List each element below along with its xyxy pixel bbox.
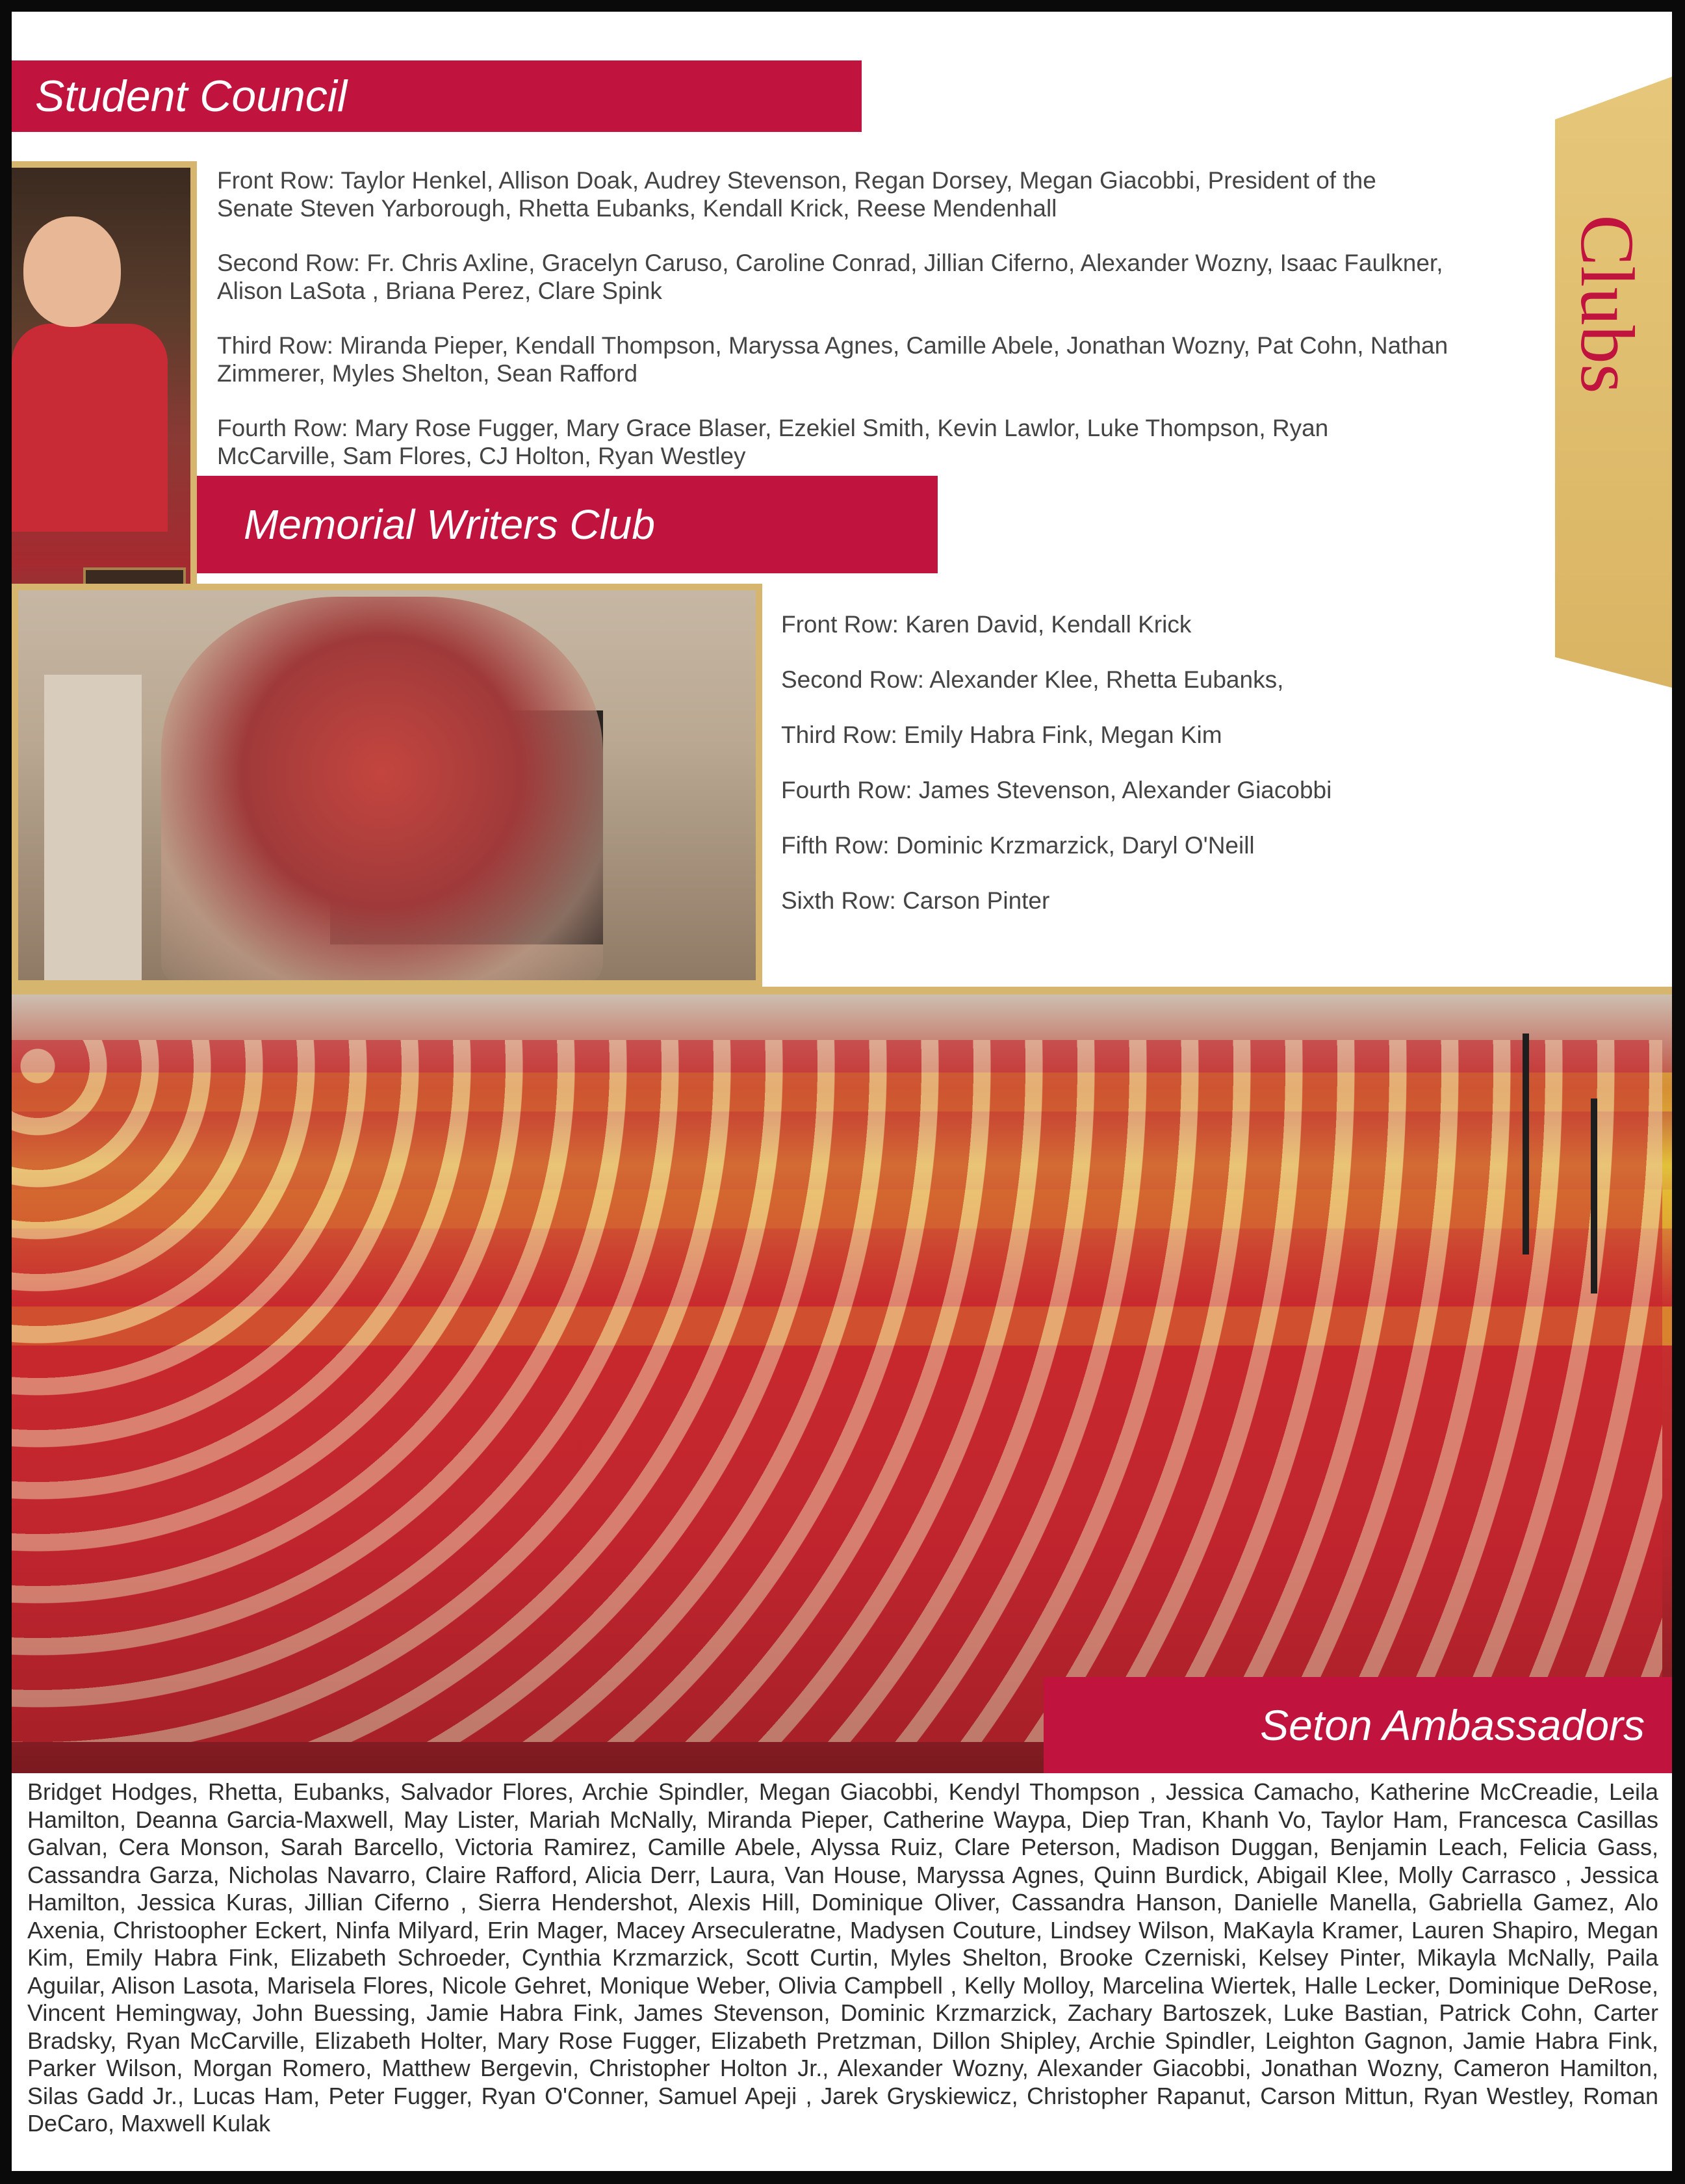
seton-ambassadors-title: Seton Ambassadors	[1260, 1701, 1645, 1749]
roster-row: Second Row: Fr. Chris Axline, Gracelyn Caruso, Caroline Conrad, Jillian Ciferno, Alexander Wozny, Isaac Faulkner, Alison LaSota , Briana Perez, Clare Spink	[217, 250, 1443, 304]
student-council-title: Student Council	[35, 72, 348, 121]
memorial-writers-banner	[197, 476, 938, 573]
roster-row: Third Row: Miranda Pieper, Kendall Thompson, Maryssa Agnes, Camille Abele, Jonathan Wozny, Pat Cohn, Nathan Zimmerer, Myles Shelton, Sean Rafford	[217, 332, 1448, 387]
roster-row: Second Row: Alexander Klee, Rhetta Eubanks,	[781, 666, 1284, 693]
section-tab-label: Clubs	[1565, 214, 1650, 394]
memorial-writers-title: Memorial Writers Club	[244, 501, 655, 548]
seton-ambassadors-photo	[12, 987, 1672, 1773]
memorial-writers-roster	[781, 597, 1496, 928]
roster-row: Fifth Row: Dominic Krzmarzick, Daryl O'Neill	[781, 832, 1255, 859]
roster-row: Front Row: Karen David, Kendall Krick	[781, 611, 1192, 638]
photo-figure	[12, 324, 168, 532]
roster-row: Third Row: Emily Habra Fink, Megan Kim	[781, 722, 1222, 748]
student-council-roster	[217, 166, 1452, 497]
student-council-banner	[12, 60, 862, 132]
roster-row: Fourth Row: James Stevenson, Alexander Giacobbi	[781, 777, 1332, 803]
photo-group	[161, 597, 603, 987]
roster-row: Fourth Row: Mary Rose Fugger, Mary Grace Blaser, Ezekiel Smith, Kevin Lawlor, Luke Thompson, Ryan McCarville, Sam Flores, CJ Holton, Ryan Westley	[217, 415, 1329, 469]
seton-ambassadors-banner	[1044, 1677, 1672, 1773]
memorial-writers-photo	[12, 584, 762, 987]
seton-ambassadors-roster: Bridget Hodges, Rhetta, Eubanks, Salvador Flores, Archie Spindler, Megan Giacobbi, Kendyl Thompson , Jessica Camacho, Katherine McCreadie, Leila Hamilton, Deanna Garcia-Maxwell, May Lister, Mariah McNally, Miranda Pieper, Catherine Waypa, Diep Tran, Khanh Vo, Taylor Ham, Francesca Casillas Galvan, Cera Monson, Sarah Barcello, Victoria Ramirez, Camille Abele, Alyssa Ruiz, Clare Peterson, Madison Duggan, Benjamin Leach, Felicia Gass, Cassandra Garza, Nicholas Navarro, Claire Rafford, Alicia Derr, Laura, Van House, Maryssa Agnes, Quinn Burdick, Abigail Klee, Molly Carrasco , Jessica Hamilton, Jessica Kuras, Jillian Ciferno , Sierra Hendershot, Alexis Hill, Dominique Oliver, Cassandra Hanson, Danielle Manella, Gabriella Gamez, Alo Axenia, Christoopher Eckert, Ninfa Milyard, Erin Mager, Macey Arseculeratne, Madysen Couture, Lindsey Wilson, MaKayla Kramer, Lauren Shapiro, Megan Kim, Emily Habra Fink, Elizabeth Schroeder, Cynthia Krzmarzick, Scott Curtin, Myles Shelton, Brooke Czerniski, Kelsey Pinter, Mikayla McNally, Paila Aguilar, Alison Lasota, Marisela Flores, Nicole Gehret, Monique Weber, Olivia Campbell , Kelly Molloy, Marcelina Wiertek, Halle Lecker, Dominique DeRose, Vincent Hemingway, John Buessing, Jamie Habra Fink, James Stevenson, Dominic Krzmarzick, Zachary Bartoszek, Luke Bastian, Patrick Cohn, Carter Bradsky, Ryan McCarville, Elizabeth Holter, Mary Rose Fugger, Elizabeth Pretzman, Dillon Shipley, Archie Spindler, Leighton Gagnon, Jamie Habra Fink, Parker Wilson, Morgan Romero, Matthew Bergevin, Christopher Holton Jr., Alexander Wozny, Alexander Giacobbi, Jonathan Wozny, Cameron Hamilton, Silas Gadd Jr., Lucas Ham, Peter Fugger, Ryan O'Conner, Samuel Apeji , Jarek Gryskiewicz, Christopher Rapanut, Carson Mittun, Ryan Westley, Roman DeCaro, Maxwell Kulak	[27, 1778, 1658, 2137]
handrail	[1591, 1098, 1597, 1294]
handrail	[1523, 1034, 1529, 1254]
roster-row: Sixth Row: Carson Pinter	[781, 887, 1050, 914]
photo-face	[23, 216, 121, 327]
photo-group	[12, 1040, 1662, 1742]
photo-column	[44, 675, 142, 987]
roster-row: Front Row: Taylor Henkel, Allison Doak, Audrey Stevenson, Regan Dorsey, Megan Giacobbi, President of the Senate Steven Yarborough, Rhetta Eubanks, Kendall Krick, Reese Mendenhall	[217, 167, 1376, 222]
yearbook-page	[12, 12, 1672, 2171]
